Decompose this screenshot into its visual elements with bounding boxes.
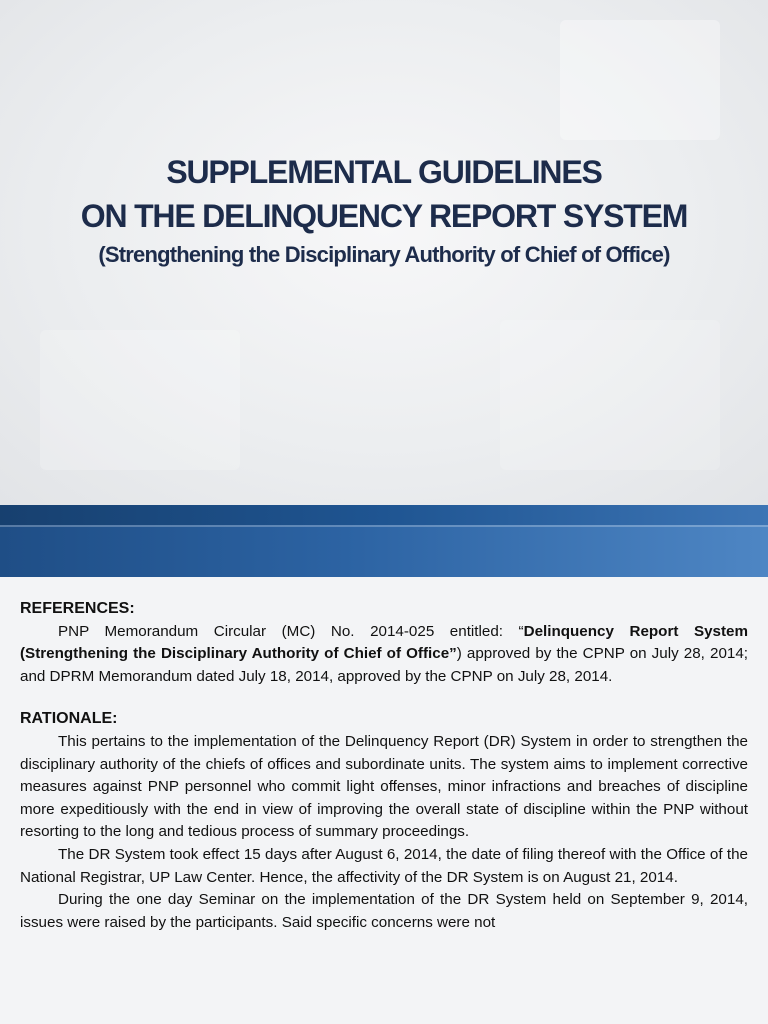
rationale-paragraph-2: The DR System took effect 15 days after August 6, 2014, the date of filing thereof with the Office of the National Registrar, UP Law Center. Hence, the affectivity of the DR System is on August 21, 2014.	[20, 845, 748, 886]
subtitle: (Strengthening the Disciplinary Authority of Chief of Office)	[98, 242, 670, 267]
references-paragraph	[20, 621, 748, 689]
references-text-bold: Delinquency Report System (Strengthening the Disciplinary Authority of Chief of Office”	[20, 622, 748, 663]
rationale-paragraph-1: This pertains to the implementation of the Delinquency Report (DR) System in order to strengthen the disciplinary authority of the chiefs of offices and subordinate units. The system aims to implement corrective measures against PNP personnel who commit light offenses, minor infractions and breaches of discipline more expeditiously with the end in view of improving the overall state of discipline within the PNP without resorting to the long and tedious process of summary proceedings.	[20, 732, 748, 841]
rationale-paragraph-3: During the one day Seminar on the implementation of the DR System held on September 9, 2014, issues were raised by the participants. Said specific concerns were not	[20, 891, 748, 931]
background-shape	[500, 320, 720, 470]
document-body	[20, 598, 748, 934]
blue-band-top	[0, 505, 768, 525]
section-gap	[20, 688, 748, 708]
references-heading: REFERENCES:	[20, 600, 135, 617]
title-line-2: ON THE DELINQUENCY REPORT SYSTEM	[80, 198, 688, 234]
references-text-a: PNP Memorandum Circular (MC) No. 2014-025 entitled: “	[58, 622, 524, 640]
blue-band-divider	[0, 525, 768, 527]
rationale-heading: RATIONALE:	[20, 710, 118, 728]
title-block	[0, 150, 768, 272]
background-shape	[40, 330, 240, 470]
title-line-1: SUPPLEMENTAL GUIDELINES	[166, 154, 602, 190]
references-text-b: ) approved by the CPNP on July 28, 2014; and DPRM Memorandum dated July 18, 2014, approved by the CPNP on July 28, 2014.	[20, 645, 748, 685]
background-shape	[560, 20, 720, 140]
